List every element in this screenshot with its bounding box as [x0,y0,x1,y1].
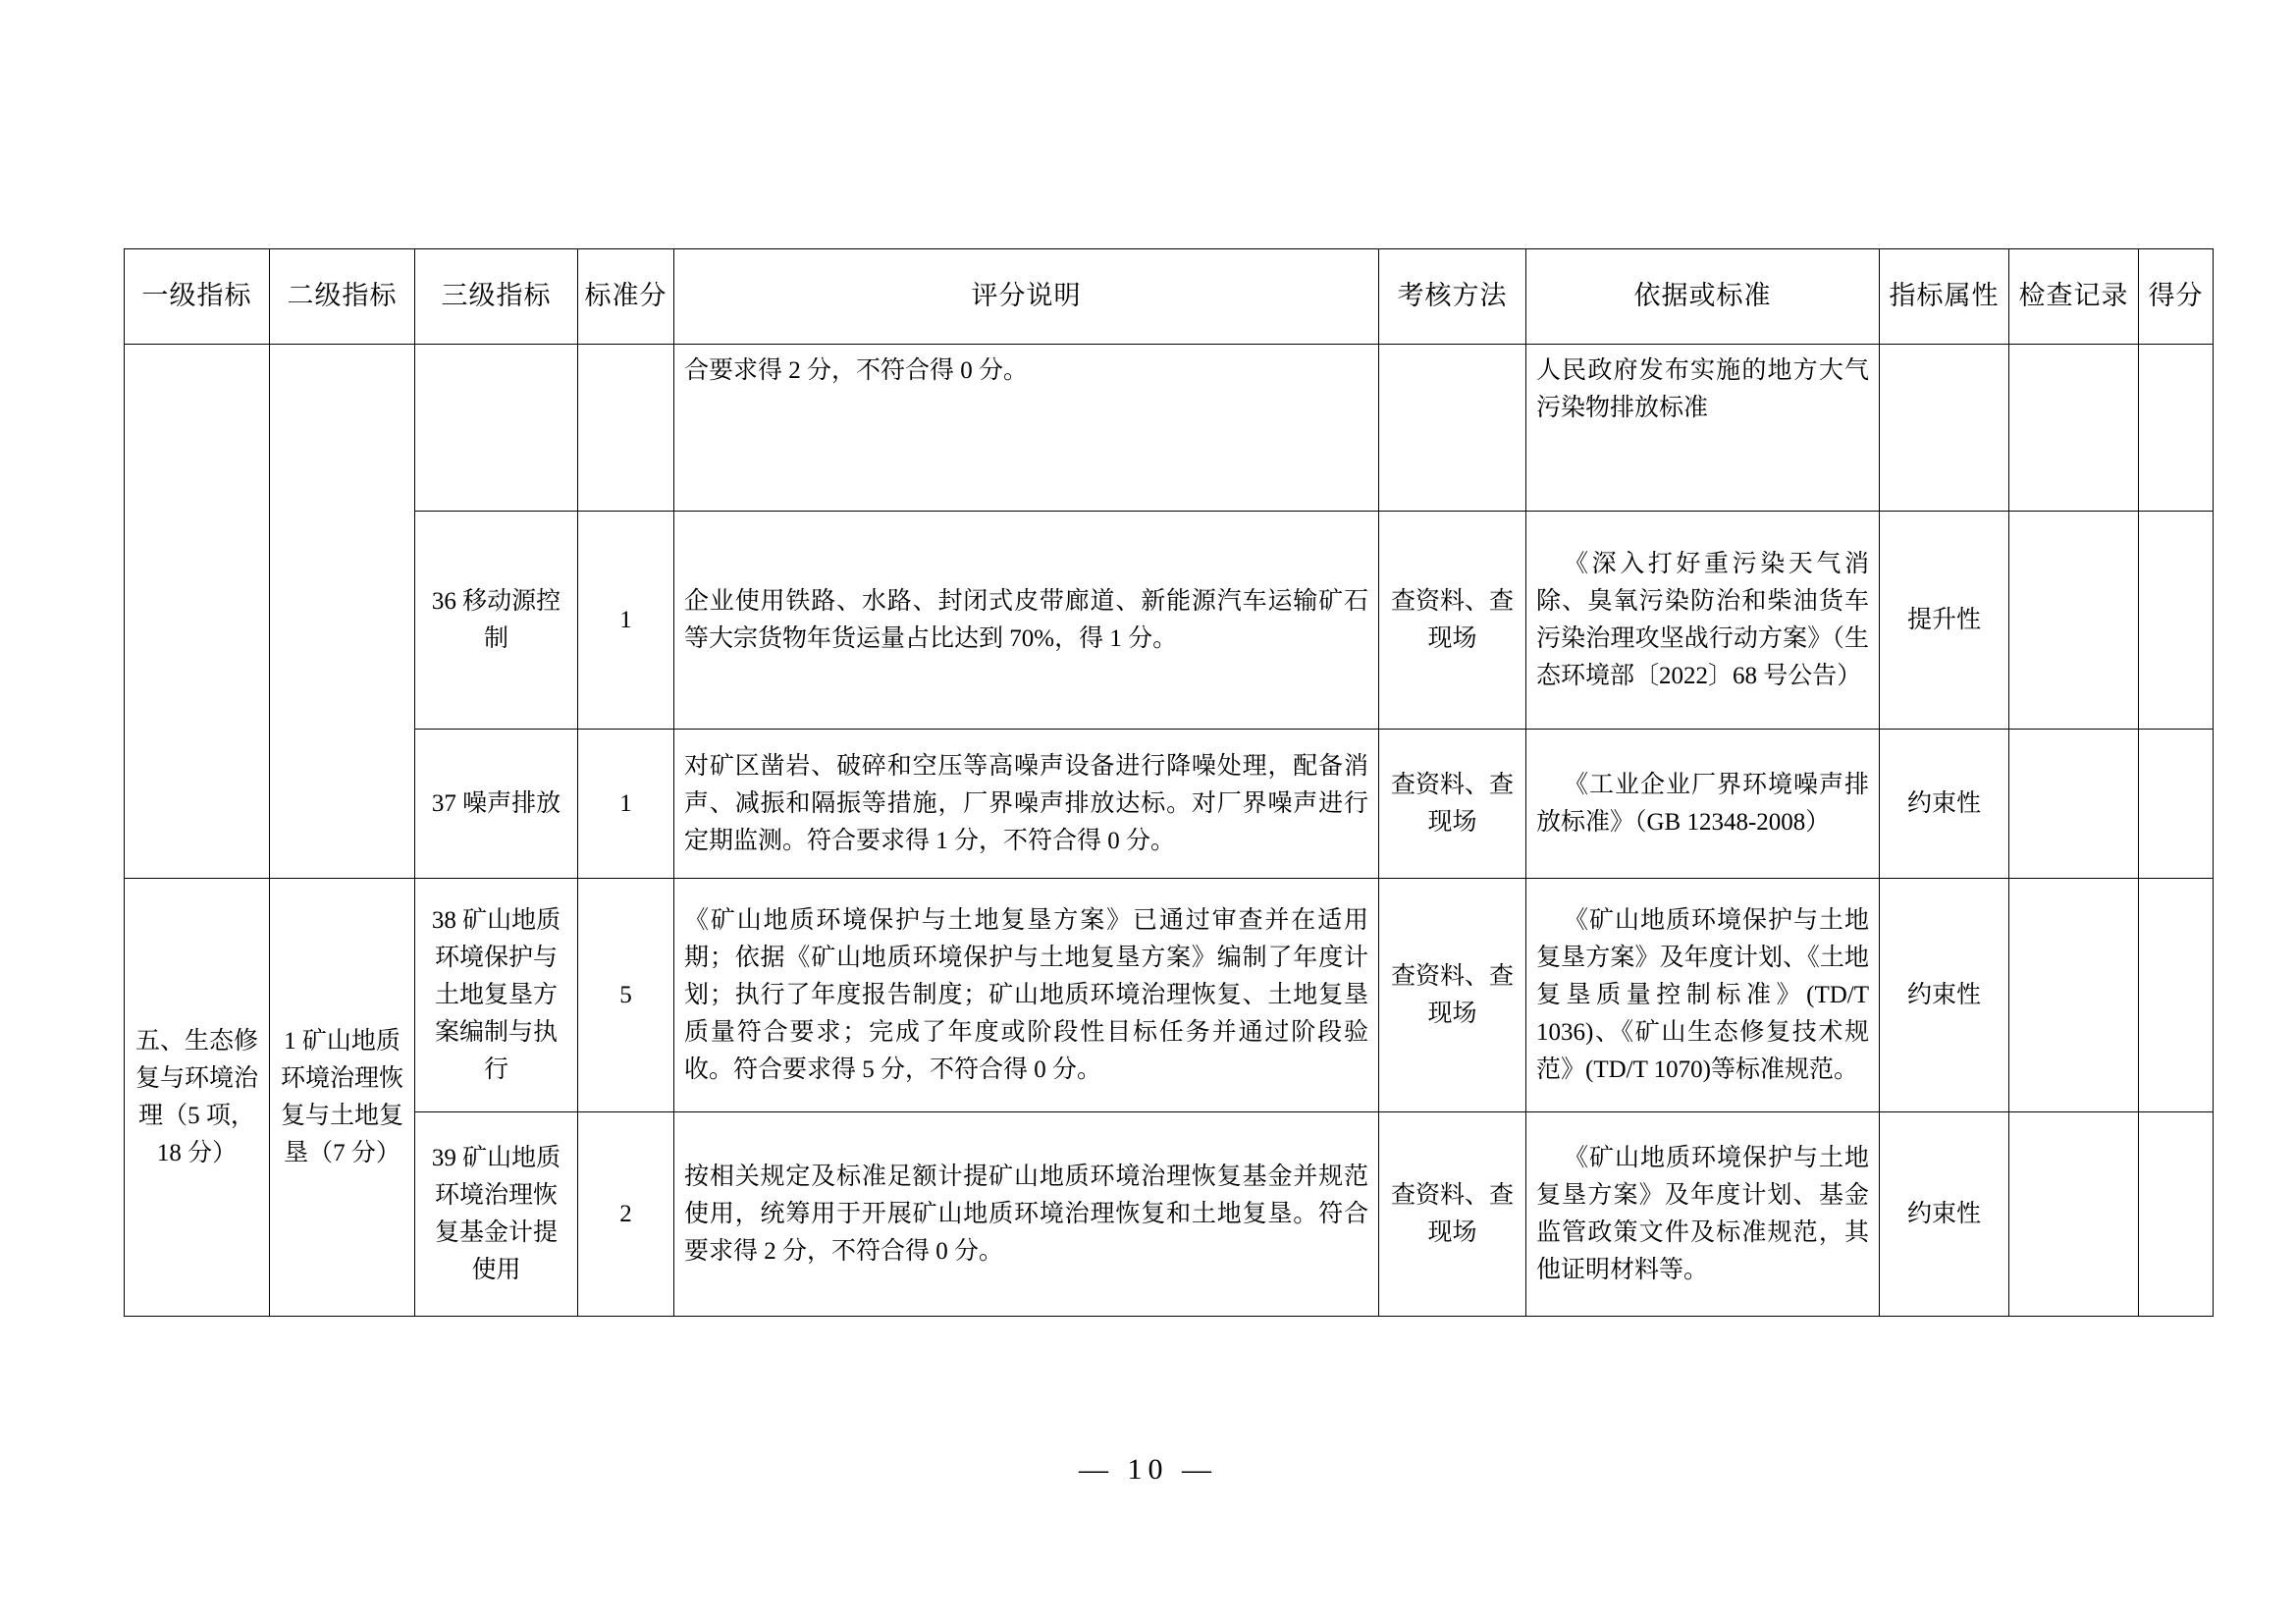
cell-description: 对矿区凿岩、破碎和空压等高噪声设备进行降噪处理，配备消声、减振和隔振等措施，厂界噪声排放达标。对厂界噪声进行定期监测。符合要求得 1 分，不符合得 0 分。 [674,730,1379,879]
cell-record [2009,1112,2139,1317]
cell-standard-score [578,345,674,512]
cell-attribute: 约束性 [1880,1112,2009,1317]
cell-level1: 五、生态修复与环境治理（5 项，18 分） [125,879,270,1317]
cell-attribute [1880,345,2009,512]
table-row [125,1112,2214,1317]
cell-attribute: 约束性 [1880,879,2009,1112]
cell-score [2139,879,2214,1112]
cell-method: 查资料、查现场 [1379,730,1526,879]
cell-attribute: 约束性 [1880,730,2009,879]
cell-attribute: 提升性 [1880,512,2009,730]
cell-level3: 36 移动源控制 [415,512,578,730]
cell-score [2139,730,2214,879]
cell-level1 [125,345,270,879]
scoring-table-container [124,248,2204,1317]
table-row [125,345,2214,512]
cell-method: 查资料、查现场 [1379,512,1526,730]
column-header-attribute: 指标属性 [1880,249,2009,345]
column-header-record: 检查记录 [2009,249,2139,345]
cell-basis: 人民政府发布实施的地方大气污染物排放标准 [1526,345,1880,512]
cell-basis: 《深入打好重污染天气消除、臭氧污染防治和柴油货车污染治理攻坚战行动方案》（生态环境部〔2022〕68 号公告） [1526,512,1880,730]
table-header-row [125,249,2214,345]
cell-description: 按相关规定及标准足额计提矿山地质环境治理恢复基金并规范使用，统筹用于开展矿山地质环境治理恢复和土地复垦。符合要求得 2 分，不符合得 0 分。 [674,1112,1379,1317]
cell-record [2009,879,2139,1112]
cell-method: 查资料、查现场 [1379,1112,1526,1317]
cell-record [2009,730,2139,879]
column-header-level3: 三级指标 [415,249,578,345]
cell-score [2139,345,2214,512]
page-number: — 10 — [1079,1453,1217,1486]
cell-level3: 37 噪声排放 [415,730,578,879]
table-row [125,512,2214,730]
cell-level2: 1 矿山地质环境治理恢复与土地复垦（7 分） [270,879,415,1317]
cell-basis: 《工业企业厂界环境噪声排放标准》（GB 12348-2008） [1526,730,1880,879]
cell-standard-score: 2 [578,1112,674,1317]
cell-record [2009,345,2139,512]
cell-basis: 《矿山地质环境保护与土地复垦方案》及年度计划、《土地复垦质量控制标准》(TD/T 1036)、《矿山生态修复技术规范》(TD/T 1070)等标准规范。 [1526,879,1880,1112]
cell-level2 [270,345,415,879]
scoring-table [124,248,2214,1317]
cell-level3: 38 矿山地质环境保护与土地复垦方案编制与执行 [415,879,578,1112]
cell-description: 《矿山地质环境保护与土地复垦方案》已通过审查并在适用期；依据《矿山地质环境保护与土地复垦方案》编制了年度计划；执行了年度报告制度；矿山地质环境治理恢复、土地复垦质量符合要求；完成了年度或阶段性目标任务并通过阶段验收。符合要求得 5 分，不符合得 0 分。 [674,879,1379,1112]
column-header-description: 评分说明 [674,249,1379,345]
column-header-basis: 依据或标准 [1526,249,1880,345]
table-row [125,730,2214,879]
column-header-level2: 二级指标 [270,249,415,345]
cell-score [2139,1112,2214,1317]
cell-description: 企业使用铁路、水路、封闭式皮带廊道、新能源汽车运输矿石等大宗货物年货运量占比达到 70%，得 1 分。 [674,512,1379,730]
cell-standard-score: 1 [578,730,674,879]
cell-level3 [415,345,578,512]
column-header-method: 考核方法 [1379,249,1526,345]
cell-basis: 《矿山地质环境保护与土地复垦方案》及年度计划、基金监管政策文件及标准规范，其他证明材料等。 [1526,1112,1880,1317]
column-header-level1: 一级指标 [125,249,270,345]
cell-description: 合要求得 2 分，不符合得 0 分。 [674,345,1379,512]
cell-method: 查资料、查现场 [1379,879,1526,1112]
column-header-standard-score: 标准分 [578,249,674,345]
cell-level3: 39 矿山地质环境治理恢复基金计提使用 [415,1112,578,1317]
cell-method [1379,345,1526,512]
cell-standard-score: 1 [578,512,674,730]
cell-standard-score: 5 [578,879,674,1112]
column-header-score: 得分 [2139,249,2214,345]
cell-record [2009,512,2139,730]
table-row [125,879,2214,1112]
cell-score [2139,512,2214,730]
